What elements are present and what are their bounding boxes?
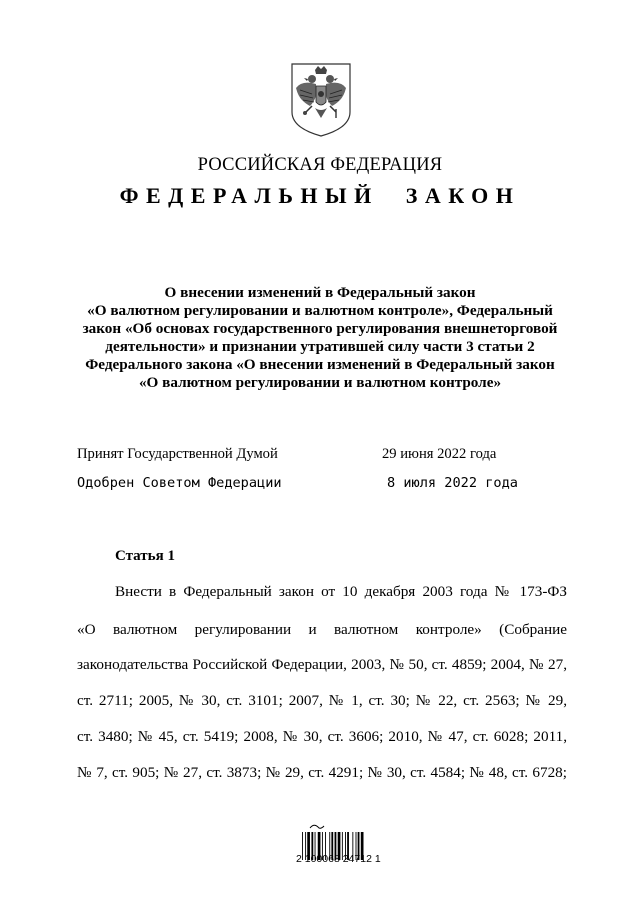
- barcode-icon: [300, 822, 388, 876]
- article-text-line: «О валютном регулировании и валютном контроле» (Собрание: [77, 621, 567, 638]
- duma-adoption-date: 29 июня 2022 года: [382, 446, 497, 462]
- article-text-line: Внести в Федеральный закон от 10 декабря 2003 года № 173-ФЗ: [115, 583, 567, 600]
- law-title-line: «О валютном регулировании и валютном контроле»: [138, 374, 502, 391]
- article-text-line: № 7, ст. 905; № 27, ст. 3873; № 29, ст. 4291; № 30, ст. 4584; № 48, ст. 6728;: [77, 764, 567, 781]
- law-title-line: деятельности» и признании утратившей силу части 3 статьи 2: [105, 338, 535, 355]
- article-text-line: ст. 3480; № 45, ст. 5419; 2008, № 30, ст. 3606; 2010, № 47, ст. 6028; 2011,: [77, 728, 567, 745]
- law-title-line: Федерального закона «О внесении изменений в Федеральный закон: [85, 356, 555, 373]
- law-title: [70, 284, 570, 392]
- council-approval-label: Одобрен Советом Федерации: [77, 475, 282, 491]
- coat-of-arms-icon: [288, 62, 354, 138]
- barcode-number: 2 100068 24712 1: [296, 853, 381, 865]
- document-type-heading: ФЕДЕРАЛЬНЫЙ ЗАКОН: [119, 183, 521, 208]
- article-text-line: ст. 2711; 2005, № 30, ст. 3101; 2007, № 1, ст. 30; № 22, ст. 2563; № 29,: [77, 692, 567, 709]
- law-title-line: О внесении изменений в Федеральный закон: [164, 284, 476, 301]
- council-approval-date: 8 июля 2022 года: [387, 475, 518, 491]
- law-title-line: «О валютном регулировании и валютном контроле», Федеральный: [87, 302, 553, 319]
- country-name: РОССИЙСКАЯ ФЕДЕРАЦИЯ: [197, 155, 443, 175]
- duma-adoption-label: Принят Государственной Думой: [77, 446, 278, 462]
- article-text-line: законодательства Российской Федерации, 2003, № 50, ст. 4859; 2004, № 27,: [77, 656, 567, 673]
- article-heading: Статья 1: [115, 548, 175, 564]
- law-title-line: закон «Об основах государственного регулирования внешнеторговой: [82, 320, 558, 337]
